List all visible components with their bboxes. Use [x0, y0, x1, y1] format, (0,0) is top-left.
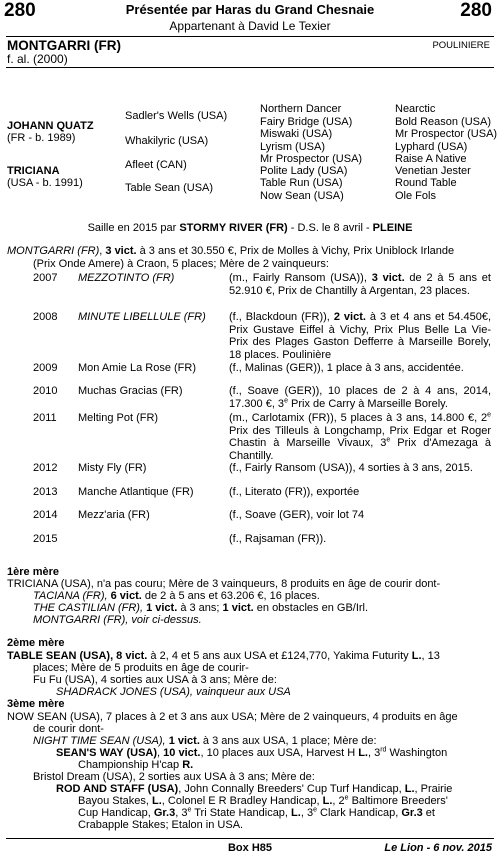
covering-stallion: STORMY RIVER (FR)	[179, 222, 288, 234]
ped-g2-3: Afleet (CAN)	[125, 159, 187, 171]
sale-info: Le Lion - 6 nov. 2015	[384, 842, 492, 854]
consignor-title: Présentée par Haras du Grand Chesnaie	[125, 2, 375, 17]
second-dam-line-1: TABLE SEAN (USA), 8 vict. à 2, 4 et 5 ans aux USA et £124,770, Yakima Futurity L., 13	[7, 650, 440, 662]
first-dam-produce: MONTGARRI (FR), voir ci-dessus.	[33, 614, 202, 626]
ped-g3-1: Northern Dancer	[260, 103, 342, 115]
second-dam-produce-offspring: SHADRACK JONES (USA), vainqueur aux USA	[56, 686, 291, 698]
produce-desc: (m., Carlotamix (FR)), 5 places à 3 ans, 14.800 €, 2e Prix des Tilleuls à Longchamp, Prix Edgar et Roger Chastin à Marseille Vivaux, 3e Prix d'Amezaga à Chantilly.	[229, 411, 491, 462]
first-dam-text: TRICIANA (USA), n'a pas couru; Mère de 3 vainqueurs, 8 produits en âge de courir dont-	[7, 578, 441, 590]
ped-g4-1: Nearctic	[395, 103, 436, 115]
ped-g3-8: Now Sean (USA)	[260, 190, 344, 202]
produce-name: Mezz'aria (FR)	[78, 509, 150, 521]
first-dam-produce: THE CASTILIAN (FR), 1 vict. à 3 ans; 1 vict. en obstacles en GB/Irl.	[33, 602, 369, 614]
produce-year: 2015	[33, 533, 58, 545]
dam-name: TRICIANA	[7, 165, 60, 177]
owner-line: Appartenant à David Le Texier	[169, 19, 331, 33]
ped-g2-1: Sadler's Wells (USA)	[125, 110, 228, 122]
ped-g3-4: Lyrism (USA)	[260, 141, 325, 153]
second-dam-heading: 2ème mère	[7, 637, 65, 649]
third-dam-offspring-cont: Bayou Stakes, L., Colonel E R Bradley Handicap, L., 2e Baltimore Breeders'	[78, 794, 448, 807]
third-dam-line-2: de courir dont-	[33, 723, 104, 735]
sire-info: (FR - b. 1989)	[7, 132, 76, 144]
ped-g3-6: Polite Lady (USA)	[260, 165, 348, 177]
produce-year: 2014	[33, 509, 58, 521]
name-divider	[6, 67, 494, 68]
produce-desc: (f., Rajsaman (FR)).	[229, 533, 327, 545]
horse-category: POULINIERE	[432, 40, 490, 51]
produce-desc: (m., Fairly Ransom (USA)), 3 vict. de 2 à 5 ans et 52.910 €, Prix de Chantilly à Argentan, 23 places.	[229, 272, 491, 297]
third-dam-offspring-cont: Cup Handicap, Gr.3, 3e Tri State Handicap, L., 3e Clark Handicap, Gr.3 et	[78, 806, 435, 819]
produce-year: 2008	[33, 311, 58, 323]
second-dam-line-2: places; Mère de 5 produits en âge de courir-	[33, 662, 249, 674]
ped-g4-5: Raise A Native	[395, 153, 467, 165]
second-dam-produce: Fu Fu (USA), 4 sorties aux USA à 3 ans; Mère de:	[33, 674, 277, 686]
ped-g3-2: Fairy Bridge (USA)	[260, 116, 353, 128]
horse-name: MONTGARRI (FR)	[7, 38, 121, 53]
produce-name: Misty Fly (FR)	[78, 462, 147, 474]
third-dam-produce: Bristol Dream (USA), 2 sorties aux USA à 3 ans; Mère de:	[33, 771, 315, 783]
third-dam-heading: 3ème mère	[7, 698, 65, 710]
ped-g3-5: Mr Prospector (USA)	[260, 153, 363, 165]
third-dam-produce: NIGHT TIME SEAN (USA), 1 vict. à 3 ans aux USA, 1 place; Mère de:	[33, 735, 377, 747]
record-line-2: (Prix Onde Amere) à Craon, 5 places; Mère de 2 vainqueurs:	[33, 258, 329, 270]
record-line-1: MONTGARRI (FR), 3 vict. à 3 ans et 30.550 €, Prix de Molles à Vichy, Prix Uniblock Irlande	[7, 245, 455, 257]
ped-g2-2: Whakilyric (USA)	[125, 135, 209, 147]
ped-g4-4: Lyphard (USA)	[395, 141, 468, 153]
produce-year: 2009	[33, 362, 58, 374]
produce-desc: (f., Soave (GER), voir lot 74	[229, 509, 365, 521]
covering-status: PLEINE	[372, 222, 413, 234]
header-divider	[6, 36, 494, 37]
ped-g3-3: Miswaki (USA)	[260, 128, 333, 140]
third-dam-offspring: SEAN'S WAY (USA), 10 vict., 10 places aux USA, Harvest H L., 3rd Washington	[56, 746, 448, 759]
first-dam-heading: 1ère mère	[7, 566, 59, 578]
produce-desc: (f., Literato (FR)), exportée	[229, 486, 360, 498]
lot-number-left: 280	[4, 0, 36, 21]
produce-name: Muchas Gracias (FR)	[78, 385, 183, 397]
ped-g4-8: Ole Fols	[395, 190, 436, 202]
footer-divider	[6, 838, 494, 839]
lot-number-right: 280	[460, 0, 492, 21]
produce-year: 2007	[33, 272, 58, 284]
first-dam-produce: TACIANA (FR), 6 vict. de 2 à 5 ans et 63.206 €, 16 places.	[33, 590, 320, 602]
produce-desc: (f., Soave (GER)), 10 places de 2 à 4 ans, 2014, 17.300 €, 3e Prix de Carry à Marseille Borely.	[229, 385, 491, 410]
produce-name: MEZZOTINTO (FR)	[78, 272, 175, 284]
produce-desc: (f., Blackdoun (FR)), 2 vict. à 3 et 4 ans et 54.450€, Prix Gustave Eiffel à Vichy, Prix Plus Belle La Vie-Prix des Plages Gaston Defferre à Marseille Borely, 18 places. Poulinière	[229, 311, 491, 361]
ped-g4-2: Bold Reason (USA)	[395, 116, 491, 128]
produce-name: Mon Amie La Rose (FR)	[78, 362, 196, 374]
produce-year: 2013	[33, 486, 58, 498]
produce-name: Melting Pot (FR)	[78, 412, 159, 424]
ped-g4-7: Round Table	[395, 177, 457, 189]
produce-name: Manche Atlantique (FR)	[78, 486, 194, 498]
produce-year: 2011	[33, 412, 57, 424]
third-dam-line-1: NOW SEAN (USA), 7 places à 2 et 3 ans aux USA; Mère de 2 vainqueurs, 4 produits en âge	[7, 711, 458, 723]
ped-g3-7: Table Run (USA)	[260, 177, 343, 189]
produce-name: MINUTE LIBELLULE (FR)	[78, 311, 206, 323]
sire-name: JOHANN QUATZ	[7, 120, 94, 132]
ped-g4-6: Venetian Jester	[395, 165, 471, 177]
produce-year: 2012	[33, 462, 58, 474]
ped-g2-4: Table Sean (USA)	[125, 182, 214, 194]
covering-line: Saille en 2015 par STORMY RIVER (FR) - D.S. le 8 avril - PLEINE	[87, 222, 413, 234]
produce-year: 2010	[33, 385, 58, 397]
third-dam-offspring-cont: Crabapple Stakes; Etalon in USA.	[78, 819, 244, 831]
box-number: Box H85	[227, 842, 273, 854]
horse-details: f. al. (2000)	[7, 52, 68, 66]
produce-desc: (f., Fairly Ransom (USA)), 4 sorties à 3 ans, 2015.	[229, 462, 473, 474]
produce-desc: (f., Malinas (GER)), 1 place à 3 ans, accidentée.	[229, 362, 464, 374]
third-dam-offspring-cont: Championship H'cap R.	[78, 759, 194, 771]
third-dam-offspring: ROD AND STAFF (USA), John Connally Breeders' Cup Turf Handicap, L., Prairie	[56, 783, 453, 795]
dam-info: (USA - b. 1991)	[7, 177, 83, 189]
ped-g4-3: Mr Prospector (USA)	[395, 128, 498, 140]
